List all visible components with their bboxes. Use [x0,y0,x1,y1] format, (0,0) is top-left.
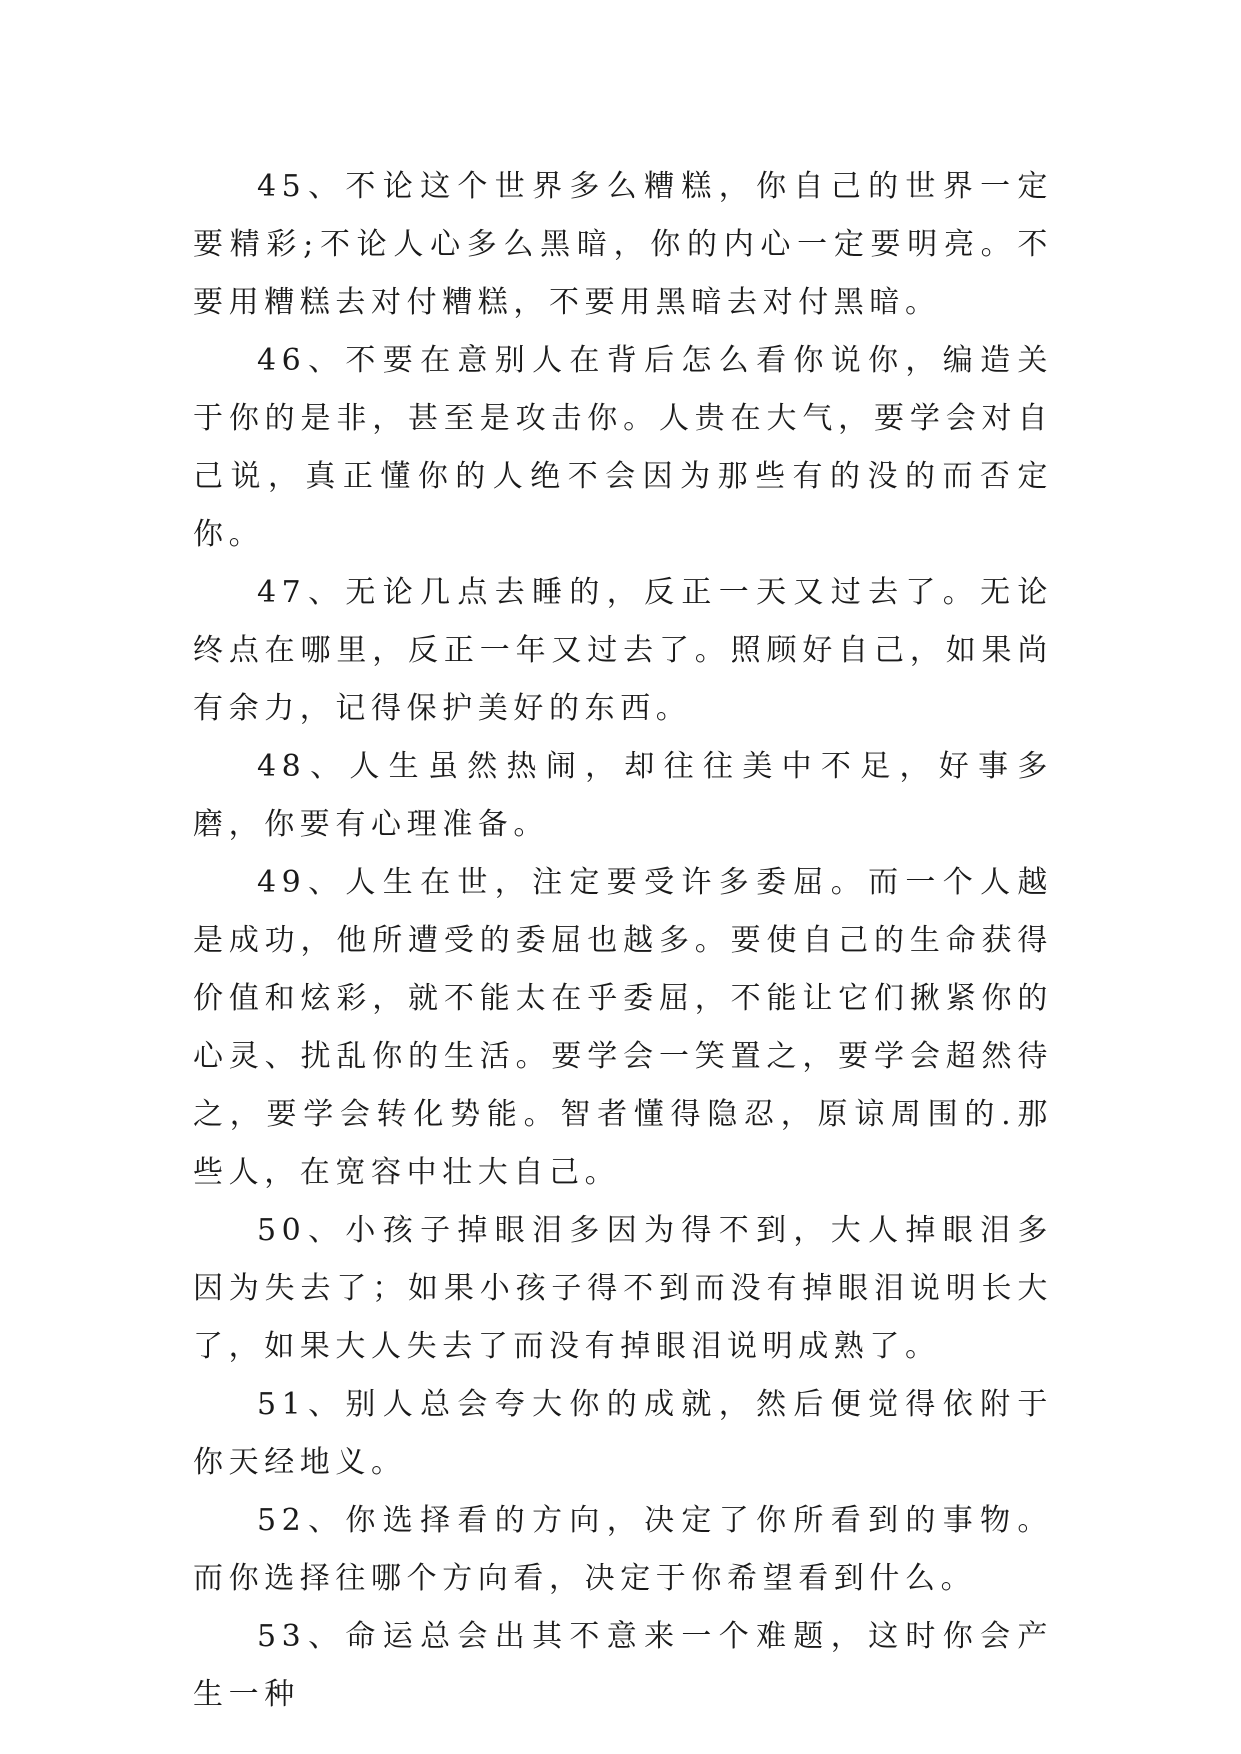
paragraph-47: 47、无论几点去睡的，反正一天又过去了。无论终点在哪里，反正一年又过去了。照顾好自己，如果尚有余力，记得保护美好的东西。 [193,575,1053,726]
paragraph-49: 49、人生在世，注定要受许多委屈。而一个人越是成功，他所遭受的委屈也越多。要使自己的生命获得价值和炫彩，就不能太在乎委屈，不能让它们揪紧你的心灵、扰乱你的生活。要学会一笑置之，要学会超然待之，要学会转化势能。智者懂得隐忍，原谅周围的.那些人，在宽容中壮大自己。 [193,865,1053,1190]
paragraph-45: 45、不论这个世界多么糟糕，你自己的世界一定要精彩;不论人心多么黑暗，你的内心一定要明亮。不要用糟糕去对付糟糕，不要用黑暗去对付黑暗。 [193,169,1053,320]
paragraph-52: 52、你选择看的方向，决定了你所看到的事物。而你选择往哪个方向看，决定于你希望看到什么。 [193,1503,1053,1596]
paragraph-48: 48、人生虽然热闹，却往往美中不足，好事多磨，你要有心理准备。 [193,749,1053,842]
paragraph-46: 46、不要在意别人在背后怎么看你说你，编造关于你的是非，甚至是攻击你。人贵在大气，要学会对自己说，真正懂你的人绝不会因为那些有的没的而否定你。 [193,343,1053,552]
paragraph-50: 50、小孩子掉眼泪多因为得不到，大人掉眼泪多因为失去了；如果小孩子得不到而没有掉眼泪说明长大了，如果大人失去了而没有掉眼泪说明成熟了。 [193,1213,1053,1364]
document-body [193,158,1053,1724]
paragraph-53: 53、命运总会出其不意来一个难题，这时你会产生一种 [193,1619,1053,1712]
paragraph-51: 51、别人总会夸大你的成就，然后便觉得依附于你天经地义。 [193,1387,1053,1480]
